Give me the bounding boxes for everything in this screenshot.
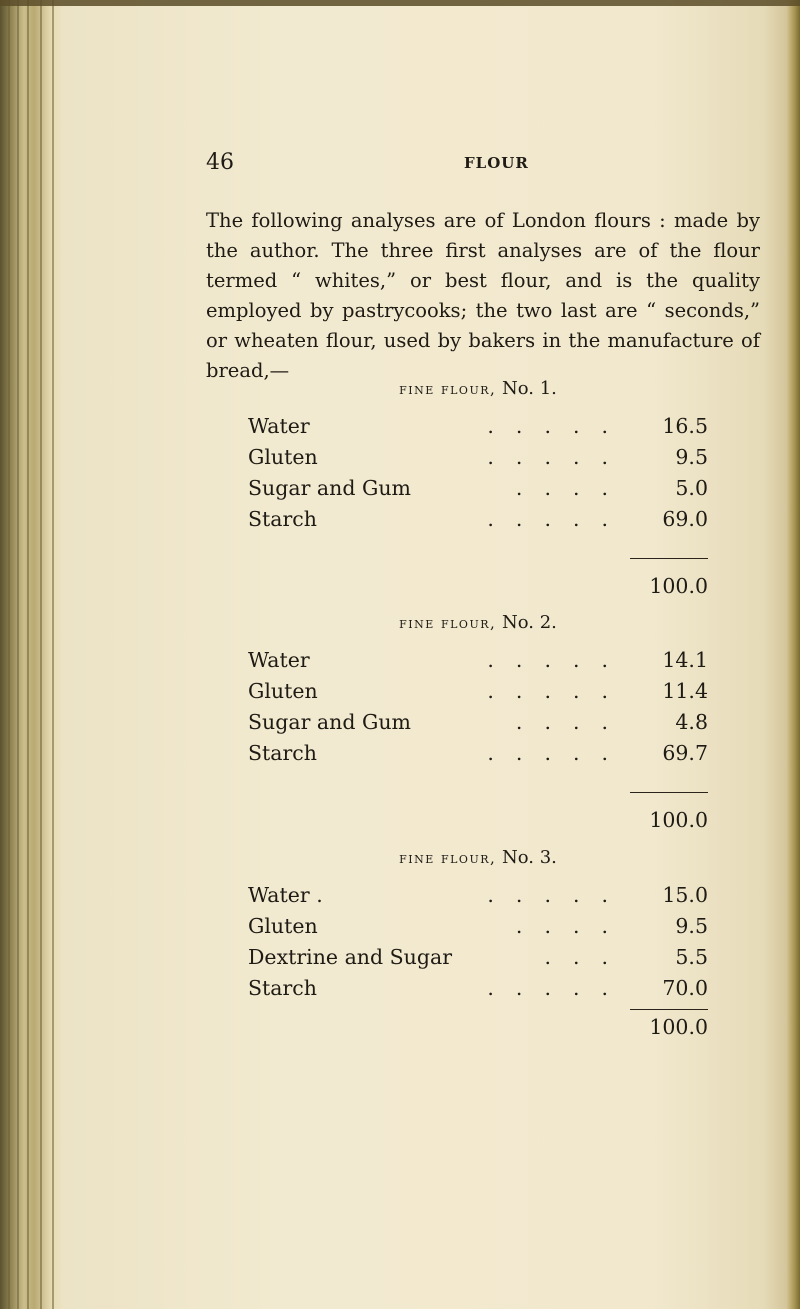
leader-dots: ..... [487,883,630,907]
row-value: 15.0 [662,883,708,907]
table-row [248,710,708,740]
row-label: Water [248,648,310,672]
table-row [248,914,708,944]
sum-rule [630,792,708,793]
table-row [248,648,708,678]
table-title-caps: fine flour, [399,849,497,867]
table-title [248,612,708,633]
intro-paragraph: The following analyses are of London flours : made by the author. The three first analyses are of the flour termed “ whites,” or best flour, and is the quality employed by pastrycooks; the two last are “ seconds,” or wheaten flour, used by bakers in the manufacture of bread,— [206,209,760,382]
table-row [248,414,708,444]
row-label: Gluten [248,914,318,938]
row-value: 69.0 [662,507,708,531]
table-row [248,445,708,475]
row-label: Water . [248,883,323,907]
row-value: 4.8 [675,710,708,734]
row-label: Water [248,414,310,438]
page-edge [786,0,800,1309]
row-label: Starch [248,507,317,531]
table-title-number: No. 3. [502,847,557,868]
row-label: Gluten [248,445,318,469]
leader-dots: .... [515,710,630,734]
table-title [248,378,708,399]
table-total: 100.0 [649,1015,708,1039]
sum-rule [630,558,708,559]
row-value: 16.5 [662,414,708,438]
table-row [248,476,708,506]
table-row [248,883,708,913]
leader-dots: ..... [487,414,630,438]
leader-dots: ..... [487,976,630,1000]
table-row [248,507,708,537]
leader-dots: .... [515,476,630,500]
row-label: Sugar and Gum [248,476,411,500]
page-number: 46 [206,150,234,175]
row-label: Starch [248,976,317,1000]
table-row [248,741,708,771]
row-value: 14.1 [662,648,708,672]
book-spine [0,0,70,1309]
leader-dots: .... [515,914,630,938]
leader-dots: ..... [487,507,630,531]
leader-dots: ... [544,945,630,969]
leader-dots: ..... [487,741,630,765]
table-title-caps: fine flour, [399,614,497,632]
table-title-caps: fine flour, [399,380,497,398]
row-value: 11.4 [662,679,708,703]
row-label: Sugar and Gum [248,710,411,734]
running-title: FLOUR [464,154,529,172]
leader-dots: ..... [487,648,630,672]
sum-rule [630,1009,708,1010]
row-value: 9.5 [675,445,708,469]
table-title-number: No. 2. [502,612,557,633]
leader-dots: ..... [487,679,630,703]
row-value: 5.0 [675,476,708,500]
row-value: 9.5 [675,914,708,938]
row-value: 5.5 [675,945,708,969]
row-label: Starch [248,741,317,765]
row-value: 69.7 [662,741,708,765]
page-header [206,150,746,180]
table-row [248,945,708,975]
table-row [248,976,708,1006]
table-title-number: No. 1. [502,378,557,399]
table-row [248,679,708,709]
row-label: Gluten [248,679,318,703]
leader-dots: ..... [487,445,630,469]
page-top-edge [0,0,800,6]
row-value: 70.0 [662,976,708,1000]
table-title [248,847,708,868]
table-total: 100.0 [649,808,708,832]
row-label: Dextrine and Sugar [248,945,453,969]
table-total: 100.0 [649,574,708,598]
